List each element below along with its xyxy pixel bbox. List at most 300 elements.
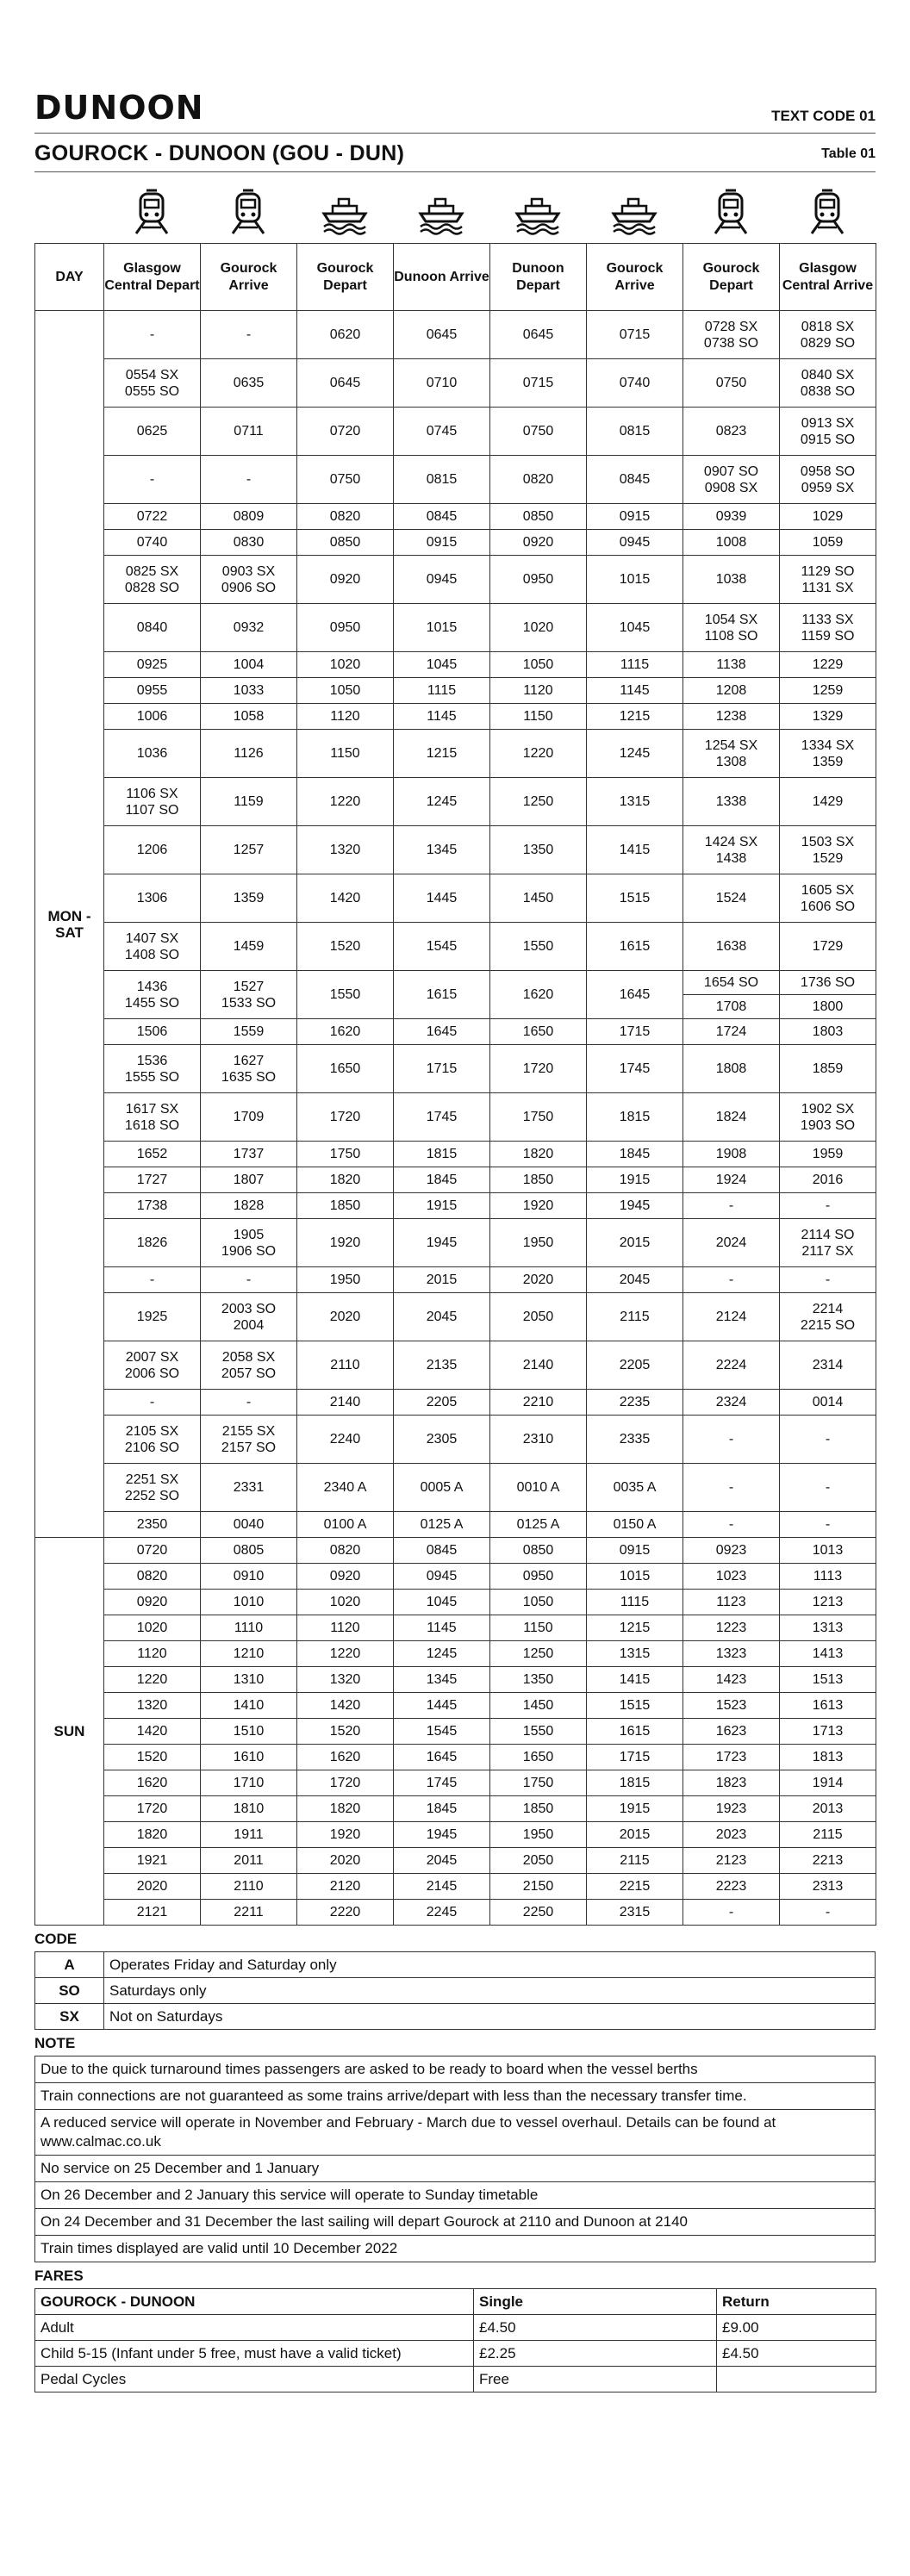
column-header: Dunoon Arrive [394, 244, 490, 311]
time-line: 0903 SX [221, 563, 276, 579]
time-cell: 0845 [394, 504, 490, 530]
time-cell: 0010 A [490, 1464, 587, 1512]
time-cell: 2124 [683, 1293, 780, 1341]
time-cell [104, 923, 201, 971]
time-cell: 1126 [201, 730, 297, 778]
table-row [35, 778, 876, 826]
time-cell: 1058 [201, 704, 297, 730]
time-cell: 0950 [297, 604, 394, 652]
time-cell: 0635 [201, 359, 297, 408]
time-cell: 2013 [780, 1796, 876, 1822]
time-cell [683, 604, 780, 652]
time-cell: 0925 [104, 652, 201, 678]
time-cell: 1045 [394, 1590, 490, 1615]
time-cell: 1559 [201, 1019, 297, 1045]
table-row [35, 456, 876, 504]
time-line: 0959 SX [801, 480, 855, 495]
time-cell: 1445 [394, 874, 490, 923]
table-row [35, 704, 876, 730]
time-cell: 1920 [297, 1822, 394, 1848]
time-cell: 2235 [587, 1390, 683, 1416]
time-cell: 1015 [587, 556, 683, 604]
time-cell: 1320 [104, 1693, 201, 1719]
table-row [35, 1193, 876, 1219]
time-cell: 2305 [394, 1416, 490, 1464]
ferry-icon [489, 183, 586, 241]
code-key: SX [35, 2004, 104, 2030]
time-cell: 2115 [780, 1822, 876, 1848]
time-cell: 1645 [394, 1745, 490, 1770]
time-cell: 0711 [201, 408, 297, 456]
fare-cell: £9.00 [717, 2315, 876, 2341]
table-row [35, 1390, 876, 1416]
time-cell: 1059 [780, 530, 876, 556]
time-cell: 1320 [297, 826, 394, 874]
time-cell: 1506 [104, 1019, 201, 1045]
time-cell: 1413 [780, 1641, 876, 1667]
time-line: 1107 SO [125, 802, 179, 818]
time-line: 2155 SX [221, 1423, 276, 1439]
time-cell [780, 604, 876, 652]
time-cell: - [683, 1416, 780, 1464]
table-row [35, 1590, 876, 1615]
time-cell: 1550 [490, 923, 587, 971]
time-cell [780, 556, 876, 604]
time-cell: 2240 [297, 1416, 394, 1464]
time-cell: 1720 [297, 1770, 394, 1796]
time-cell: 1623 [683, 1719, 780, 1745]
time-cell: 0035 A [587, 1464, 683, 1512]
fare-cell: £4.50 [717, 2341, 876, 2367]
time-line: 1606 SO [800, 899, 856, 914]
note-text: Due to the quick turnaround times passengers are asked to be ready to board when the vessel berths [35, 2056, 876, 2083]
table-row [35, 874, 876, 923]
code-table [34, 1951, 876, 2030]
time-cell: 1620 [490, 971, 587, 1019]
time-cell: 0645 [297, 359, 394, 408]
time-cell: 2020 [104, 1874, 201, 1900]
time-cell: 1215 [394, 730, 490, 778]
fare-cell: Free [474, 2367, 717, 2392]
time-cell: 2045 [394, 1848, 490, 1874]
time-cell: 1359 [201, 874, 297, 923]
time-cell: 2205 [587, 1341, 683, 1390]
time-cell [780, 456, 876, 504]
time-cell: 2015 [587, 1822, 683, 1848]
time-cell: 2150 [490, 1874, 587, 1900]
time-line: 2004 [233, 1317, 265, 1333]
note-row [35, 2156, 876, 2182]
time-cell: 2050 [490, 1293, 587, 1341]
time-cell: 0840 [104, 604, 201, 652]
time-cell: 1813 [780, 1745, 876, 1770]
time-line: 1106 SX [126, 786, 178, 801]
time-cell: 1925 [104, 1293, 201, 1341]
fares-header-row [35, 2289, 876, 2315]
time-cell: 1709 [201, 1093, 297, 1142]
time-cell: 1520 [297, 923, 394, 971]
time-cell: - [780, 1193, 876, 1219]
time-cell [201, 1219, 297, 1267]
time-cell: 0750 [490, 408, 587, 456]
time-line: 0828 SO [124, 580, 180, 595]
time-cell: 2123 [683, 1848, 780, 1874]
time-cell: 1008 [683, 530, 780, 556]
time-cell: 0950 [490, 556, 587, 604]
time-cell: 0820 [297, 1538, 394, 1564]
time-cell [104, 1045, 201, 1093]
time-cell: 1350 [490, 826, 587, 874]
time-cell: 1645 [394, 1019, 490, 1045]
time-line: 0554 SX [125, 367, 179, 383]
time-cell: 1150 [490, 1615, 587, 1641]
code-key: SO [35, 1978, 104, 2004]
time-line: 2003 SO [221, 1301, 277, 1316]
time-cell: 2115 [587, 1293, 683, 1341]
time-cell: 1713 [780, 1719, 876, 1745]
time-cell: 2350 [104, 1512, 201, 1538]
time-cell: 2224 [683, 1341, 780, 1390]
time-cell: 1723 [683, 1745, 780, 1770]
time-cell: 1654 SO [683, 971, 780, 995]
time-line: 1555 SO [124, 1069, 180, 1085]
time-line: 2057 SO [221, 1366, 277, 1381]
time-cell: 1036 [104, 730, 201, 778]
time-cell: 1213 [780, 1590, 876, 1615]
fares-header: Return [717, 2289, 876, 2315]
time-cell: 2213 [780, 1848, 876, 1874]
time-cell: 1715 [587, 1019, 683, 1045]
time-cell: 1420 [297, 1693, 394, 1719]
time-cell: 1138 [683, 652, 780, 678]
fare-cell: Child 5-15 (Infant under 5 free, must have a valid ticket) [35, 2341, 474, 2367]
table-row [35, 1615, 876, 1641]
time-cell: 1245 [394, 1641, 490, 1667]
column-header: Glasgow Central Arrive [780, 244, 876, 311]
table-row [35, 604, 876, 652]
time-cell [104, 556, 201, 604]
time-cell: - [201, 456, 297, 504]
note-table [34, 2056, 876, 2262]
timetable [34, 243, 876, 1926]
time-cell: 2211 [201, 1900, 297, 1926]
time-cell: 0845 [587, 456, 683, 504]
time-cell: 1150 [297, 730, 394, 778]
fare-cell: Pedal Cycles [35, 2367, 474, 2392]
time-cell: 1020 [297, 1590, 394, 1615]
time-cell: 0920 [297, 1564, 394, 1590]
time-cell: 1610 [201, 1745, 297, 1770]
time-cell: 1145 [394, 704, 490, 730]
time-cell: 1850 [490, 1796, 587, 1822]
time-cell: 1208 [683, 678, 780, 704]
time-cell: 2015 [587, 1219, 683, 1267]
time-cell [104, 1341, 201, 1390]
time-cell: 2245 [394, 1900, 490, 1926]
table-row [35, 1564, 876, 1590]
time-cell: 1420 [104, 1719, 201, 1745]
column-header: Gourock Arrive [201, 244, 297, 311]
time-cell: 1220 [104, 1667, 201, 1693]
time-cell: - [683, 1464, 780, 1512]
time-cell: 1729 [780, 923, 876, 971]
time-cell: 2023 [683, 1822, 780, 1848]
time-cell: 2313 [780, 1874, 876, 1900]
time-cell: 1950 [490, 1822, 587, 1848]
time-line: 1108 SO [704, 628, 758, 644]
time-cell: 0745 [394, 408, 490, 456]
time-cell: 1815 [587, 1770, 683, 1796]
time-cell: 0150 A [587, 1512, 683, 1538]
time-cell: 1223 [683, 1615, 780, 1641]
time-cell: 2024 [683, 1219, 780, 1267]
time-cell: 1850 [297, 1193, 394, 1219]
time-cell: 1826 [104, 1219, 201, 1267]
time-cell [780, 730, 876, 778]
ferry-icon [296, 183, 393, 241]
time-cell: 1045 [394, 652, 490, 678]
time-cell: 1113 [780, 1564, 876, 1590]
time-cell: 1750 [490, 1770, 587, 1796]
table-row [35, 1093, 876, 1142]
sun-day-label: SUN [35, 1538, 104, 1926]
time-cell: 1710 [201, 1770, 297, 1796]
column-header: Gourock Depart [297, 244, 394, 311]
time-line: 1503 SX [801, 834, 855, 849]
time-cell: 1550 [490, 1719, 587, 1745]
time-cell: 2324 [683, 1390, 780, 1416]
table-row [35, 678, 876, 704]
time-cell: 1828 [201, 1193, 297, 1219]
time-cell: - [201, 311, 297, 359]
time-cell: 1750 [297, 1142, 394, 1167]
time-line: 1455 SO [124, 995, 180, 1011]
time-cell: 1045 [587, 604, 683, 652]
time-cell: 0915 [587, 504, 683, 530]
time-cell: 2016 [780, 1167, 876, 1193]
time-cell: 0915 [587, 1538, 683, 1564]
note-row [35, 2209, 876, 2236]
time-cell: 1215 [587, 704, 683, 730]
time-cell: 0830 [201, 530, 297, 556]
time-cell: 1215 [587, 1615, 683, 1641]
time-cell: 1345 [394, 826, 490, 874]
code-description: Operates Friday and Saturday only [104, 1952, 876, 1978]
time-cell: 1920 [490, 1193, 587, 1219]
time-cell: 2121 [104, 1900, 201, 1926]
table-row [35, 730, 876, 778]
time-cell: 1800 [780, 995, 876, 1019]
time-cell: 0805 [201, 1538, 297, 1564]
time-cell [780, 826, 876, 874]
time-cell [780, 1093, 876, 1142]
time-line: 2214 [812, 1301, 844, 1316]
note-text: No service on 25 December and 1 January [35, 2156, 876, 2182]
time-line: 1131 SX [801, 580, 854, 595]
time-cell: 1313 [780, 1615, 876, 1641]
time-cell: 1845 [587, 1142, 683, 1167]
fare-cell: £4.50 [474, 2315, 717, 2341]
code-description: Not on Saturdays [104, 2004, 876, 2030]
fare-row [35, 2367, 876, 2392]
time-cell [780, 408, 876, 456]
time-line: 0738 SO [703, 335, 759, 351]
time-cell: 1815 [587, 1093, 683, 1142]
time-cell: 0809 [201, 504, 297, 530]
time-cell: 1038 [683, 556, 780, 604]
note-title: NOTE [34, 2035, 76, 2051]
time-cell: 1620 [297, 1019, 394, 1045]
time-cell: 2015 [394, 1267, 490, 1293]
time-cell: 1310 [201, 1667, 297, 1693]
time-line: 1054 SX [704, 612, 758, 627]
note-text: Train times displayed are valid until 10 December 2022 [35, 2236, 876, 2262]
time-line: 2215 SO [800, 1317, 856, 1333]
time-cell: 0125 A [490, 1512, 587, 1538]
time-cell: 1824 [683, 1093, 780, 1142]
time-cell: 0715 [490, 359, 587, 408]
timetable-header-row [35, 244, 876, 311]
time-cell: 1015 [394, 604, 490, 652]
page-header [34, 89, 876, 134]
column-header: Gourock Arrive [587, 244, 683, 311]
time-cell: 0620 [297, 311, 394, 359]
time-cell: - [780, 1267, 876, 1293]
time-cell: 1515 [587, 1693, 683, 1719]
time-line: 0907 SO [703, 464, 759, 479]
time-line: 0908 SX [704, 480, 758, 495]
time-cell: 1545 [394, 923, 490, 971]
time-cell: 0850 [490, 1538, 587, 1564]
time-cell: 1615 [587, 923, 683, 971]
fare-cell [717, 2367, 876, 2392]
time-cell: 1920 [297, 1219, 394, 1267]
time-cell: 0720 [104, 1538, 201, 1564]
time-cell: 1338 [683, 778, 780, 826]
time-line: 2117 SX [801, 1243, 854, 1259]
time-cell: 1159 [201, 778, 297, 826]
time-cell: 1859 [780, 1045, 876, 1093]
time-cell: 1220 [297, 778, 394, 826]
table-row [35, 1167, 876, 1193]
table-row [35, 1142, 876, 1167]
time-cell: 1645 [587, 971, 683, 1019]
code-description: Saturdays only [104, 1978, 876, 2004]
route-header [34, 138, 876, 172]
time-cell: 1150 [490, 704, 587, 730]
time-cell: 1013 [780, 1538, 876, 1564]
note-row [35, 2083, 876, 2110]
time-cell: 0720 [297, 408, 394, 456]
time-cell [104, 778, 201, 826]
time-cell: 1120 [297, 704, 394, 730]
time-cell: 2215 [587, 1874, 683, 1900]
time-cell [780, 1293, 876, 1341]
time-line: 1903 SO [800, 1117, 856, 1133]
train-icon [103, 183, 200, 241]
note-row [35, 2056, 876, 2083]
time-cell: - [780, 1900, 876, 1926]
time-line: 1308 [715, 754, 747, 769]
time-cell: 1745 [587, 1045, 683, 1093]
table-row [35, 923, 876, 971]
code-row [35, 2004, 876, 2030]
time-cell [201, 1416, 297, 1464]
time-cell: - [683, 1267, 780, 1293]
code-title: CODE [34, 1931, 78, 1947]
time-line: 0838 SO [800, 383, 856, 399]
time-cell: 1810 [201, 1796, 297, 1822]
time-cell: 0932 [201, 604, 297, 652]
time-line: 1617 SX [125, 1101, 179, 1117]
time-cell: 1845 [394, 1796, 490, 1822]
time-cell: 1115 [587, 1590, 683, 1615]
table-row [35, 1641, 876, 1667]
time-cell: 1145 [587, 678, 683, 704]
time-cell: 1950 [297, 1267, 394, 1293]
time-cell: 1820 [104, 1822, 201, 1848]
time-cell: 0920 [297, 556, 394, 604]
time-cell [201, 1341, 297, 1390]
time-cell: - [104, 311, 201, 359]
time-cell: 1650 [490, 1745, 587, 1770]
time-line: 1359 [812, 754, 844, 769]
time-cell: 1737 [201, 1142, 297, 1167]
time-line: 1133 SX [801, 612, 854, 627]
time-line: 1436 [136, 979, 168, 994]
time-cell: 1523 [683, 1693, 780, 1719]
table-row [35, 1900, 876, 1926]
time-cell: 1004 [201, 652, 297, 678]
time-cell: 2310 [490, 1416, 587, 1464]
note-text: On 26 December and 2 January this service will operate to Sunday timetable [35, 2182, 876, 2209]
time-cell: 1250 [490, 778, 587, 826]
time-cell: 1820 [490, 1142, 587, 1167]
time-cell: 1736 SO [780, 971, 876, 995]
time-cell: 1845 [394, 1167, 490, 1193]
route-title: GOUROCK - DUNOON (GOU - DUN) [34, 141, 405, 165]
time-line: 1438 [715, 850, 747, 866]
time-cell: 0750 [683, 359, 780, 408]
time-cell: 1050 [490, 1590, 587, 1615]
time-line: 2007 SX [125, 1349, 179, 1365]
table-row [35, 1045, 876, 1093]
time-line: 2251 SX [125, 1472, 179, 1487]
fares-header: Single [474, 2289, 717, 2315]
time-cell: 1459 [201, 923, 297, 971]
time-cell: 0740 [104, 530, 201, 556]
code-key: A [35, 1952, 104, 1978]
column-header: Glasgow Central Depart [104, 244, 201, 311]
time-line: 1905 [233, 1227, 265, 1242]
time-cell: 1524 [683, 874, 780, 923]
time-cell: 1250 [490, 1641, 587, 1667]
time-cell: 0750 [297, 456, 394, 504]
time-cell: 1820 [297, 1167, 394, 1193]
time-cell: 1815 [394, 1142, 490, 1167]
time-line: 2105 SX [125, 1423, 179, 1439]
mode-icons-row [34, 183, 876, 241]
time-line: 1159 SO [801, 628, 855, 644]
time-cell: 2050 [490, 1848, 587, 1874]
code-row [35, 1952, 876, 1978]
time-cell: 1924 [683, 1167, 780, 1193]
time-cell: 2331 [201, 1464, 297, 1512]
time-cell: 1020 [104, 1615, 201, 1641]
table-row [35, 556, 876, 604]
time-cell: 1020 [297, 652, 394, 678]
time-cell: - [683, 1900, 780, 1926]
